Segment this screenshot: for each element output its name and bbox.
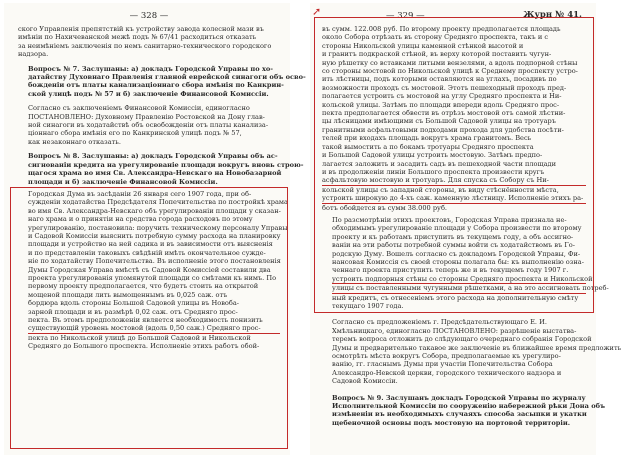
text-line: надзора. bbox=[18, 50, 49, 59]
text-line: телей при входахъ площадь вокругъ храма гранитомъ. Весь bbox=[322, 134, 532, 143]
text-line: Согласно съ предложеніемъ г. Предсѣдательствующаго Е. И. bbox=[332, 318, 547, 327]
text-line: пекта предполагается обвести въ отрѣзъ мостовой отъ самой лѣстни- bbox=[322, 109, 566, 118]
text-line: улицы съ поставленными чугунными рѣшетками, а на это ассигновать потреб- bbox=[332, 284, 609, 293]
text-line: ботъ обойдется въ сумм 38.000 руб. bbox=[322, 203, 448, 212]
journal-label: Журн № 41. bbox=[523, 10, 582, 20]
text-line: устроить подпорныя стѣны со стороны Средняго проспекта и Никольской bbox=[332, 274, 593, 283]
text-line: ваніи на эти работы потребной суммы войти съ ходатайствомъ въ Го- bbox=[332, 241, 575, 250]
text-line: цы лѣсницами имѣющими съ Большой Садовой улицы на тротуаръ bbox=[322, 117, 556, 126]
text-line: площади и б) заключеніе Финансовой Комиссіи. bbox=[28, 177, 218, 186]
text-line: ванію, гг. гласнымъ Думы при участіи Попечительства Собора bbox=[332, 360, 553, 369]
text-line: ной синагоги въ ходатайствѣ объ освобожденіи отъ платы канализа- bbox=[28, 121, 269, 130]
text-line: осмотрѣть мѣста вокругъ Собора, предполагаемые къ урегулиро- bbox=[332, 352, 561, 361]
text-line: щебеночной основы подъ мостовую на портовой территоріи. bbox=[332, 418, 571, 427]
text-line: божденіи отъ платы канализаціоннаго сбора имѣнія по Канкрин- bbox=[28, 81, 284, 90]
left-page-number: — 328 — bbox=[129, 11, 169, 21]
text-line: со стороны мостовой по Никольской улицѣ к Среднему проспекту устро- bbox=[322, 67, 578, 76]
text-line: за неимѣніемъ заключенія по немъ санитарно-технического городского bbox=[18, 41, 272, 50]
text-line: Согласно съ заключеніемъ Финансовой Комиссіи, единогласно bbox=[28, 104, 250, 113]
text-line: сигнованіи кредита на урегулированіе площади вокругъ вновь строю- bbox=[28, 160, 304, 169]
text-line: измѣненіи въ необходимыхъ случаяхъ способа засыпки и укатки bbox=[332, 410, 587, 419]
text-line: во имя Св. Александра-Невскаго объ урегулированіи площади у сказан- bbox=[28, 206, 281, 215]
text-line: Средняго до Большого проспекта. Исполненіе этихъ работъ обой- bbox=[28, 342, 260, 351]
left-question-7 bbox=[18, 64, 306, 99]
text-line: Городская Дума въ засѣданіи 26 января сего 1907 года, при об- bbox=[28, 189, 252, 198]
text-line: проекта урегулированія упомянутой площади со смѣтами къ нимъ. По bbox=[28, 273, 277, 282]
text-line: стороны Никольской улицы каменной стѣнкой высотой и bbox=[322, 41, 524, 50]
text-line: ПОСТАНОВЛЕНО: Духовному Правленію Ростовской на Дону глав- bbox=[28, 112, 265, 121]
text-line: ціоннаго сбора имѣнія его по Канкринской улицѣ подъ № 57, bbox=[28, 129, 242, 138]
right-highlight-box bbox=[314, 17, 609, 313]
text-line: ніе по ходатайству Попечительства. Въ исполненіе этого постановленія bbox=[28, 257, 281, 266]
text-line: ского Управленія препятствій къ устройству завода колесной мази въ bbox=[18, 25, 264, 33]
left-question-8 bbox=[18, 152, 304, 186]
text-line: Думы и предварительно такавое же заключеніе въ ближайшее время предложить bbox=[332, 343, 621, 352]
text-line: имѣніи по Нахичеванской межѣ подъ № 67/41 расходиться отказать bbox=[18, 33, 257, 42]
text-line: полагается устроить съ мостовой на углу Средняго проспекта и Ни- bbox=[322, 92, 562, 101]
text-line: Вопросъ № 8. Заслушаны: а) докладъ Городской Управы объ ас- bbox=[28, 152, 278, 161]
text-line: асфальтовую мостовую и тротуаръ. Для спуска съ Собору съ Ни- bbox=[322, 176, 586, 185]
text-line: как незаконнаго отказать. bbox=[28, 137, 121, 146]
text-line: ченнаго проекта приступить теперь же и въ текущемъ году 1907 г. bbox=[332, 266, 569, 275]
left-highlight-box bbox=[10, 187, 288, 449]
right-page bbox=[310, 3, 621, 455]
left-page-header bbox=[18, 9, 280, 25]
text-line: и по представленіи таковыхъ свѣдѣній имѣть окончательное сужде- bbox=[28, 248, 266, 257]
text-line: текущаго 1907 года. bbox=[332, 302, 404, 310]
text-line: Александро-Невской церкви, городского технического надзора и bbox=[332, 368, 562, 377]
text-line: наго храма и о принятіи на средства города расходовъ по этому bbox=[28, 215, 253, 224]
text-line: датайству Духовнаго Правленія главной еврейской синагоги объ осво- bbox=[28, 73, 306, 82]
text-line: По разсмотрѣніи этихъ проектовъ, Городская Управа признала не- bbox=[332, 215, 567, 224]
text-line: бордюра вдоль стороны Большой Садовой улицы въ Новоба- bbox=[28, 299, 240, 308]
text-line: Хмѣльницкаго, единогласно ПОСТАНОВЛЕНО: разрѣшеніе выстатва- bbox=[332, 326, 577, 335]
text-line: сужденіи ходатайства Предсѣдателя Попечительства по постройкѣ храма bbox=[28, 198, 288, 207]
text-line: и Большой Садовой улицы устроить мостовую. Затѣмъ предпо- bbox=[322, 151, 543, 160]
text-line: мощеной площади лить вымощеннымъ въ 0,025 саж. отъ bbox=[28, 290, 228, 299]
text-line: ить лѣстницы, подъ которыми оставляются на углахъ, посадивъ по bbox=[322, 75, 557, 84]
text-line: лагается заложить и засадить садъ въ пешеходной части площади bbox=[322, 159, 557, 168]
text-line: площади и устройство на ней садика и въ зависимости отъ выясненія bbox=[28, 240, 273, 249]
text-line: кольской улицы съ западной стороны, въ виду стѣснённости мѣста, bbox=[322, 185, 559, 194]
left-para-top bbox=[18, 25, 280, 59]
text-line: Садовой Комиссіи. bbox=[332, 377, 398, 386]
text-line: существующій уровень мостовой (вдоль 0,50 саж.) Средняго прос- bbox=[28, 324, 280, 333]
text-line: кольской улицы. Затѣмъ по площади впереди вдоль Средняго прос- bbox=[322, 100, 560, 109]
right-resolution-8 bbox=[322, 318, 621, 386]
text-line: Вопросъ № 7. Заслушаны: а) докладъ Городской Управы по хо- bbox=[28, 64, 274, 73]
text-line: гранитными асфальтовыми подходами прохода для удобства посѣти- bbox=[322, 125, 564, 134]
text-line: такой вымостить а по бокамъ тротуары Средняго проспекта bbox=[322, 142, 534, 151]
text-line: обходимымъ урегулированіе площади у Собора произвести по второму bbox=[332, 224, 582, 233]
text-line: теремъ вопроса отложить до слѣдующаго очереднаго собранія Городской bbox=[332, 335, 592, 344]
text-line: и въ продолженіи линіи Большого проспекта произвести кругъ bbox=[322, 167, 545, 176]
right-page-number: — 329 — bbox=[386, 11, 425, 21]
text-line: устроить широкую до 4-хъ саж. каменную лѣстницу. Исполненіе этихъ ра- bbox=[322, 194, 586, 203]
left-resolution-7 bbox=[18, 104, 280, 146]
text-line: ный кредитъ, съ отнесеніемъ этого расхода на дополнительную смѣту bbox=[332, 293, 579, 302]
text-line: проекту и къ работамъ приступить въ текущемъ году, а объ ассигно- bbox=[332, 232, 574, 241]
book-spread bbox=[4, 3, 621, 455]
text-line: пекта по Никольской улицѣ до Большой Садовой и Никольской bbox=[28, 333, 251, 342]
text-line: Думы Городская Управа вмѣстѣ съ Садовой Комиссіей составили два bbox=[28, 265, 271, 274]
text-line: около Собора отрѣзать въ сторону Средняго проспекта, такъ и с bbox=[322, 33, 549, 42]
text-line: ской улицѣ подъ № 57 и б) заключеніе Финансовой Комиссіи. bbox=[28, 89, 269, 98]
text-line: ную рѣшетку со вставками литыми вензелями, а вдоль подпорной стѣны bbox=[322, 58, 578, 67]
text-line: урегулированію, постановила: поручить техническому персоналу Управы bbox=[28, 223, 288, 232]
text-line: щагося храма во имя Св. Александра-Невскаго на Новобазарной bbox=[28, 169, 282, 178]
arrow-icon: ➚ bbox=[312, 5, 322, 18]
text-line: Исполнительной Комиссіи по сооруженію набережной рѣки Дона объ bbox=[332, 402, 606, 411]
text-line: первому проекту предполагается, что будетъ стоить на открытой bbox=[28, 282, 259, 291]
right-question-9 bbox=[322, 393, 606, 428]
text-line: родскую Думу. Вошелъ согласно съ докладомъ Городской Управы, Фи- bbox=[332, 249, 581, 258]
text-line: и гранитъ подкраской стѣной, въ верху которой поставить чугун- bbox=[322, 50, 552, 59]
text-line: нансовая Комиссія съ своей стороны полагала бы: къ выполненію озна- bbox=[332, 257, 584, 266]
text-line: возможности проходъ съ мостовой. Этотъ пешеходный проходъ пред- bbox=[322, 83, 567, 92]
left-page bbox=[4, 3, 306, 455]
text-line: и Садовой Комиссіи выяснить потребную сумму расхода на планировку bbox=[28, 231, 281, 240]
text-line: Вопросъ № 9. Заслушанъ докладъ Городской Управы по журналу bbox=[332, 393, 586, 402]
text-line: зарной площади и въ размѣрѣ 0,02 саж. отъ Средняго прос- bbox=[28, 307, 238, 316]
text-line: въ сумм. 122.008 руб. По второму проекту предполагается площадь bbox=[322, 25, 561, 33]
text-line: пекта. Въ этомъ предположеніи является необходимость понизить bbox=[28, 316, 263, 324]
